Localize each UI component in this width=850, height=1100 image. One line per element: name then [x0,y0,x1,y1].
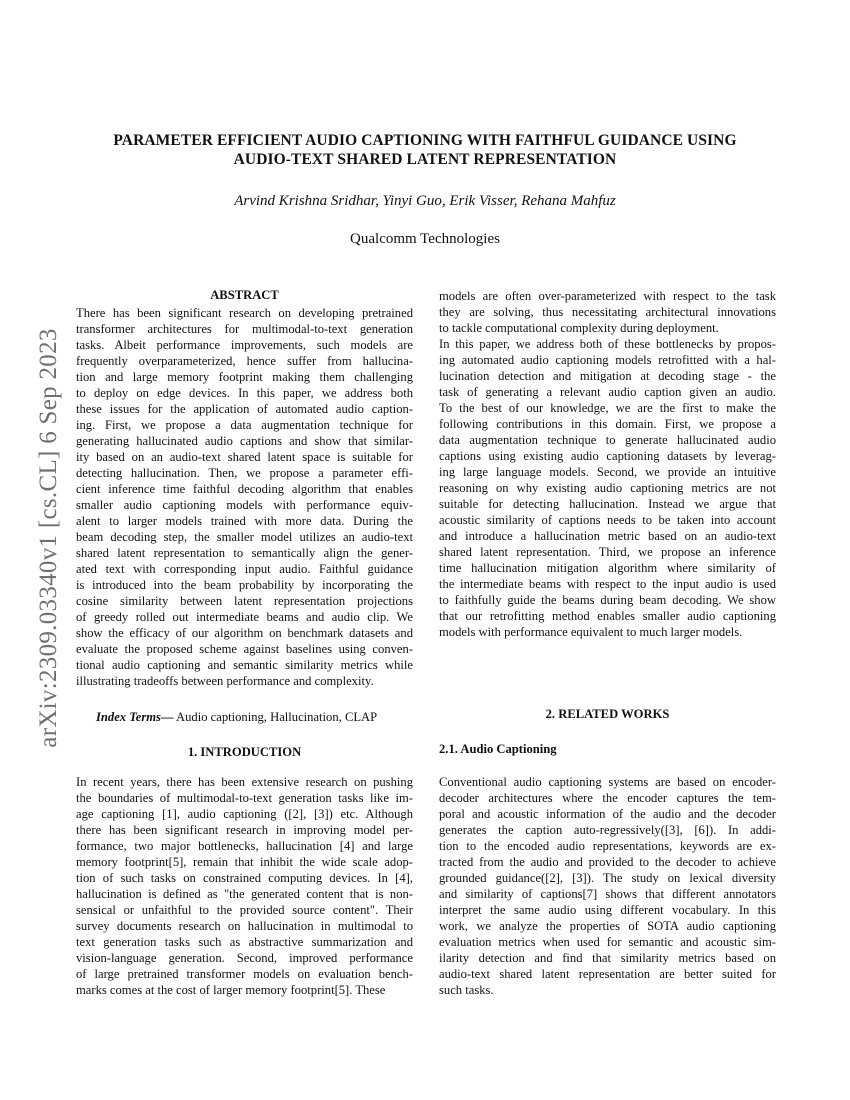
arxiv-identifier: arXiv:2309.03340v1 [cs.CL] 6 Sep 2023 [35,328,62,748]
text-line: survey documents research on hallucination in multimodal to [76,919,413,933]
text-line: grounded guidance([2], [3]). The study on lexical diversity [439,871,776,885]
text-line: beam decoding step, the smaller model utilizes an audio-text [76,530,413,544]
abstract-text [76,305,413,689]
related-works-body [439,774,776,998]
text-line: there has been significant research in improving model per- [76,823,413,837]
text-line: to deploy on edge devices. In this paper, we address both [76,386,413,400]
text-line: sensical or unfaithful to the provided source content". Their [76,903,413,917]
text-line: age captioning [1], audio captioning ([2], [3]) etc. Although [76,807,413,821]
text-line: To the best of our knowledge, we are the first to make the [439,401,776,415]
text-line: reasoning on why existing audio captioning metrics are not [439,481,776,495]
index-terms-label: Index Terms— [96,710,174,724]
introduction-heading-wrap [76,745,413,760]
text-line: tion to the encoded audio representations, keywords are ex- [439,839,776,853]
audio-captioning-subheading-wrap [439,742,776,757]
text-line: generates the caption auto-regressively([3], [6]). In addi- [439,823,776,837]
text-line: ity based on an audio-text shared latent space is suitable for [76,450,413,464]
text-line: work, we analyze the properties of SOTA audio captioning [439,919,776,933]
text-line: Conventional audio captioning systems are based on encoder- [439,775,776,789]
text-line: illustrating tradeoffs between performance and complexity. [76,674,374,688]
text-line: shared latent representation. Third, we propose an inference [439,545,776,559]
index-terms [76,710,413,725]
text-line: formance, two major bottlenecks, hallucination [4] and large [76,839,413,853]
text-line: cosine similarity between latent representation projections [76,594,413,608]
text-line: tion of such tasks on constrained computing devices. In [4], [76,871,413,885]
text-line: transformer architectures for multimodal-to-text generation [76,322,413,336]
text-line: alent to larger models trained with more data. During the [76,514,413,528]
introduction-body [76,774,413,998]
text-line: such tasks. [439,983,494,997]
text-line: memory footprint[5], remain that inhibit the wide scale adop- [76,855,413,869]
intro-continued-para-1 [439,288,776,336]
text-line: that our retrofitting method enables smaller audio captioning [439,609,776,623]
text-line: ing large language models. Second, we provide an intuitive [439,465,776,479]
text-line: audio-text shared latent representation are better suited for [439,967,776,981]
text-line: interpret the same audio using different vocabulary. In this [439,903,776,917]
text-line: There has been significant research on developing pretrained [76,306,413,320]
text-line: detecting hallucination. Then, we propose a parameter effi- [76,466,413,480]
text-line: models are often over-parameterized with respect to the task [439,289,776,303]
text-line: text generation tasks such as abstractive summarization and [76,935,413,949]
author-list: Arvind Krishna Sridhar, Yinyi Guo, Erik Visser, Rehana Mahfuz [234,193,616,209]
text-line: evaluation metrics when used for semantic and acoustic sim- [439,935,776,949]
related-works-heading: 2. RELATED WORKS [545,707,670,721]
text-line: tracted from the audio and provided to the decoder to achieve [439,855,776,869]
text-line: ing automated audio captioning models retrofitted with a hal- [439,353,776,367]
intro-continued-para-2 [439,336,776,640]
intro-continued [439,288,776,640]
text-line: marks comes at the cost of larger memory footprint[5]. These [76,983,386,997]
text-line: to faithfully guide the beams during beam decoding. We show [439,593,776,607]
text-line: of greedy rolled out intermediate beams and audio clip. We [76,610,413,624]
affiliation: Qualcomm Technologies [350,231,500,247]
text-line: models with performance equivalent to much larger models. [439,625,743,639]
text-line: is introduced into the beam probability by incorporating the [76,578,413,592]
text-line: the boundaries of multimodal-to-text generation tasks like im- [76,791,413,805]
text-line: acoustic similarity of captions needs to be taken into account [439,513,776,527]
text-line: ing. First, we propose a data augmentation technique for [76,418,413,432]
text-line: tasks. Albeit performance improvements, such models are [76,338,413,352]
text-line: tional audio captioning and semantic similarity metrics while [76,658,413,672]
text-line: generating hallucinated audio captions and show that similar- [76,434,413,448]
text-line: captions using existing audio captioning datasets by leverag- [439,449,776,463]
text-line: suitable for detecting hallucination. Instead we argue that [439,497,776,511]
text-line: show the efficacy of our algorithm on benchmark datasets and [76,626,413,640]
text-line: shared latent representation to semantically align the gener- [76,546,413,560]
text-line: ilarity detection and find that similarity metrics based on [439,951,776,965]
text-line: the intermediate beams with respect to the input audio is used [439,577,776,591]
title-line-2: AUDIO-TEXT SHARED LATENT REPRESENTATION [233,151,617,168]
text-line: tion and large memory footprint making them challenging [76,370,413,384]
text-line: smaller audio captioning models with performance equiv- [76,498,413,512]
text-line: ated text with corresponding input audio. Faithful guidance [76,562,413,576]
abstract-heading: ABSTRACT [210,288,279,302]
text-line: In this paper, we address both of these bottlenecks by propos- [439,337,776,351]
introduction-text [76,774,413,998]
text-line: these issues for the application of automated audio caption- [76,402,413,416]
text-line: vision-language generation. Second, improved performance [76,951,413,965]
text-line: to tackle computational complexity during deployment. [439,321,719,335]
text-line: and introduce a hallucination metric based on an audio-text [439,529,776,543]
text-line: they are solving, thus necessitating architectural innovations [439,305,776,319]
text-line: time hallucination mitigation algorithm where similarity of [439,561,776,575]
text-line: data augmentation technique to generate hallucinated audio [439,433,776,447]
text-line: task of generating a relevant audio caption given an audio. [439,385,776,399]
index-terms-text: Audio captioning, Hallucination, CLAP [173,710,378,724]
abstract-section [76,288,413,303]
text-line: and similarity of captions[7] shows that different annotators [439,887,776,901]
related-works-heading-wrap [439,707,776,722]
related-works-text [439,774,776,998]
text-line: decoder architectures where the encoder captures the tem- [439,791,776,805]
text-line: In recent years, there has been extensive research on pushing [76,775,413,789]
text-line: following contributions in this domain. First, we propose a [439,417,776,431]
text-line: evaluate the proposed scheme against baselines using conven- [76,642,413,656]
text-line: lucination detection and mitigation at decoding stage - the [439,369,776,383]
audio-captioning-subheading: 2.1. Audio Captioning [439,742,557,756]
introduction-heading: 1. INTRODUCTION [187,745,302,759]
paper-title [60,131,790,169]
title-line-1: PARAMETER EFFICIENT AUDIO CAPTIONING WITH FAITHFUL GUIDANCE USING [113,132,737,149]
abstract-body [76,305,413,689]
text-line: poral and acoustic information of the audio and the decoder [439,807,776,821]
text-line: cient inference time faithful decoding algorithm that enables [76,482,413,496]
text-line: of large pretrained transformer models on evaluation bench- [76,967,413,981]
text-line: frequently overparameterized, hence suffer from hallucina- [76,354,413,368]
text-line: hallucination is defined as "the generated content that is non- [76,887,413,901]
